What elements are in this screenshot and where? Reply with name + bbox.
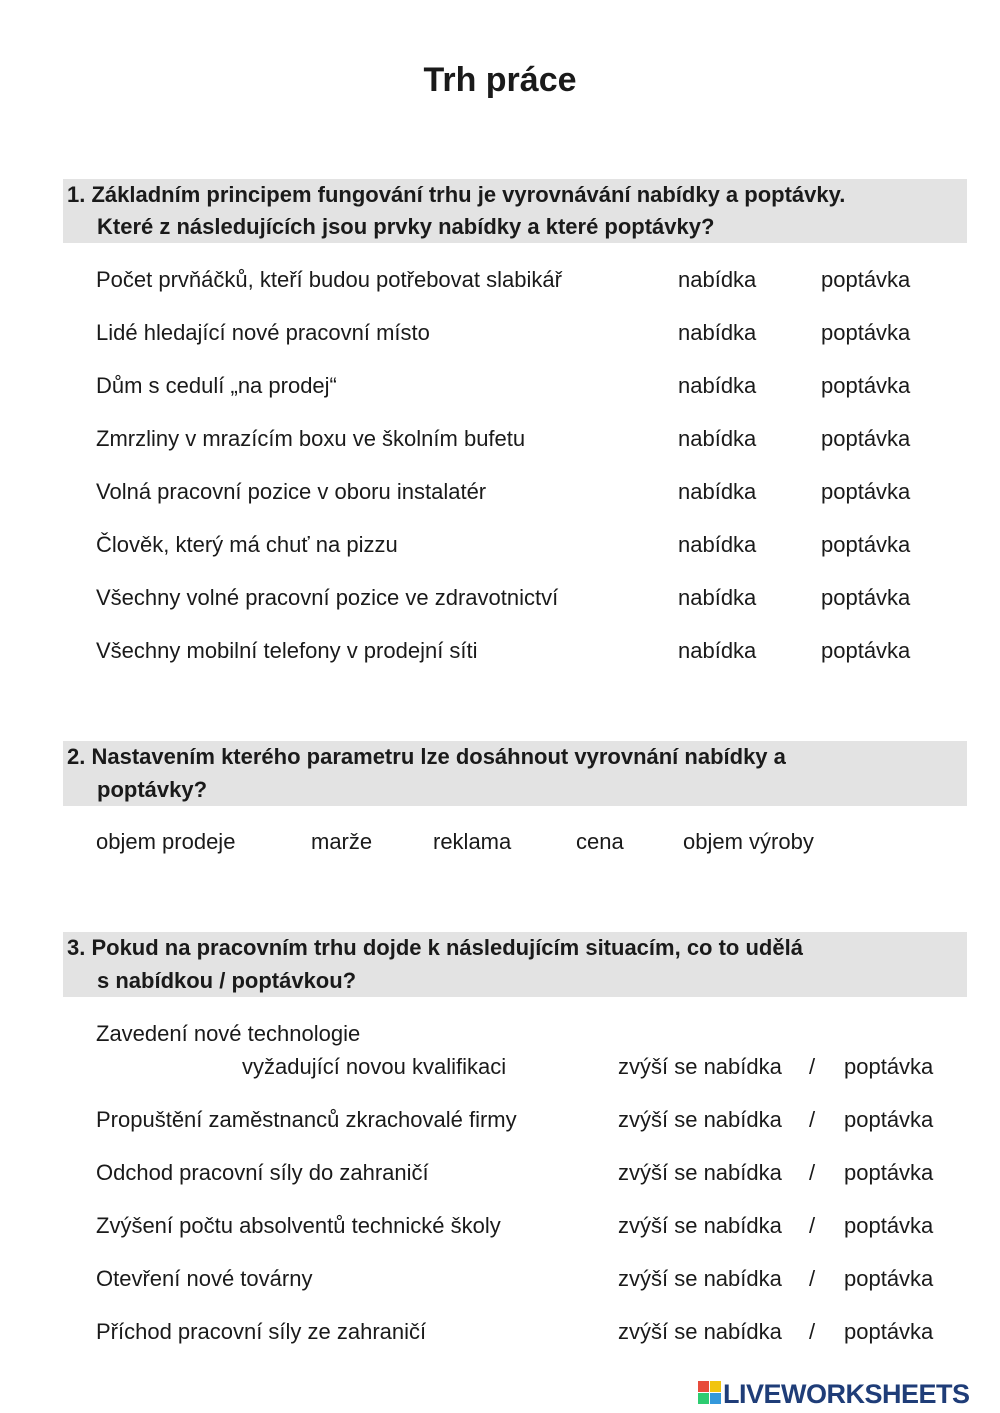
option-nabidka[interactable]: nabídka xyxy=(678,532,757,557)
option-poptavka[interactable]: poptávka xyxy=(821,479,911,504)
q1-item-text: Volná pracovní pozice v oboru instalatér xyxy=(96,479,487,504)
question-3-text-line-2: s nabídkou / poptávkou? xyxy=(97,968,357,993)
option-zvysi-se-nabidka[interactable]: zvýší se nabídka xyxy=(618,1213,782,1238)
option-nabidka[interactable]: nabídka xyxy=(678,426,757,451)
q3-item-text-line-1: Zavedení nové technologie xyxy=(96,1021,361,1046)
q1-item-text: Počet prvňáčků, kteří budou potřebovat slabikář xyxy=(96,267,562,292)
q1-item-text: Všechny mobilní telefony v prodejní síti xyxy=(96,638,478,663)
q3-item-text: Odchod pracovní síly do zahraničí xyxy=(96,1160,429,1185)
option-zvysi-se-nabidka[interactable]: zvýší se nabídka xyxy=(618,1266,782,1291)
liveworksheets-logo-text: LIVEWORKSHEETS xyxy=(723,1379,970,1409)
option-poptavka[interactable]: poptávka xyxy=(844,1160,934,1185)
option-zvysi-se-nabidka[interactable]: zvýší se nabídka xyxy=(618,1319,782,1344)
q1-item-text: Zmrzliny v mrazícím boxu ve školním bufetu xyxy=(96,426,526,451)
question-1-header xyxy=(63,179,967,243)
logo-square xyxy=(698,1381,709,1392)
option-zvysi-se-nabidka[interactable]: zvýší se nabídka xyxy=(618,1160,782,1185)
question-2-text-line-2: poptávky? xyxy=(97,777,208,802)
q1-item-row xyxy=(0,635,1000,667)
option-nabidka[interactable]: nabídka xyxy=(678,585,757,610)
q1-item-row xyxy=(0,423,1000,455)
q3-item-row xyxy=(0,1210,1000,1242)
option-reklama[interactable]: reklama xyxy=(433,829,512,854)
q3-item-text-line-2: vyžadující novou kvalifikaci xyxy=(242,1054,507,1079)
q1-item-row xyxy=(0,529,1000,561)
question-2-text-line-1: 2. Nastavením kterého parametru lze dosáhnout vyrovnání nabídky a xyxy=(67,744,786,769)
q3-item-text: Propuštění zaměstnanců zkrachovalé firmy xyxy=(96,1107,517,1132)
page-title: Trh práce xyxy=(423,61,577,99)
q3-item-row xyxy=(0,1263,1000,1295)
q3-item-row xyxy=(0,1104,1000,1136)
option-objem-prodeje[interactable]: objem prodeje xyxy=(96,829,236,854)
option-nabidka[interactable]: nabídka xyxy=(678,638,757,663)
q1-item-text: Člověk, který má chuť na pizzu xyxy=(96,532,398,557)
option-poptavka[interactable]: poptávka xyxy=(821,585,911,610)
q3-item-row xyxy=(0,1316,1000,1348)
q3-item-text: Zvýšení počtu absolventů technické školy xyxy=(96,1213,501,1238)
answer-separator: / xyxy=(809,1319,816,1344)
option-poptavka[interactable]: poptávka xyxy=(844,1266,934,1291)
answer-separator: / xyxy=(809,1160,816,1185)
question-1-text-line-2: Které z následujících jsou prvky nabídky a které poptávky? xyxy=(97,214,715,239)
answer-separator: / xyxy=(809,1266,816,1291)
logo-square xyxy=(698,1393,709,1404)
option-nabidka[interactable]: nabídka xyxy=(678,267,757,292)
option-poptavka[interactable]: poptávka xyxy=(844,1107,934,1132)
q3-item-row xyxy=(0,1051,1000,1083)
option-poptavka[interactable]: poptávka xyxy=(844,1213,934,1238)
answer-separator: / xyxy=(809,1213,816,1238)
option-zvysi-se-nabidka[interactable]: zvýší se nabídka xyxy=(618,1107,782,1132)
option-objem-vyroby[interactable]: objem výroby xyxy=(683,829,814,854)
option-poptavka[interactable]: poptávka xyxy=(821,426,911,451)
option-poptavka[interactable]: poptávka xyxy=(821,373,911,398)
q1-item-row xyxy=(0,264,1000,296)
q1-item-row xyxy=(0,370,1000,402)
question-2-options xyxy=(0,826,1000,858)
option-marze[interactable]: marže xyxy=(311,829,373,854)
question-3-text-line-1: 3. Pokud na pracovním trhu dojde k následujícím situacím, co to udělá xyxy=(67,935,803,960)
question-2-header xyxy=(63,741,967,806)
q3-item-text: Otevření nové továrny xyxy=(96,1266,313,1291)
q1-item-text: Dům s cedulí „na prodej“ xyxy=(96,373,337,398)
option-poptavka[interactable]: poptávka xyxy=(821,267,911,292)
q1-item-row xyxy=(0,582,1000,614)
q1-item-text: Lidé hledající nové pracovní místo xyxy=(96,320,430,345)
option-nabidka[interactable]: nabídka xyxy=(678,479,757,504)
answer-separator: / xyxy=(809,1054,816,1079)
option-cena[interactable]: cena xyxy=(576,829,624,854)
answer-separator: / xyxy=(809,1107,816,1132)
liveworksheets-logo-icon xyxy=(698,1381,722,1405)
option-poptavka[interactable]: poptávka xyxy=(821,320,911,345)
question-3-header xyxy=(63,932,967,997)
option-poptavka[interactable]: poptávka xyxy=(844,1054,934,1079)
option-poptavka[interactable]: poptávka xyxy=(821,638,911,663)
q1-item-row xyxy=(0,317,1000,349)
option-nabidka[interactable]: nabídka xyxy=(678,373,757,398)
option-poptavka[interactable]: poptávka xyxy=(844,1319,934,1344)
option-poptavka[interactable]: poptávka xyxy=(821,532,911,557)
option-nabidka[interactable]: nabídka xyxy=(678,320,757,345)
q1-item-row xyxy=(0,476,1000,508)
option-zvysi-se-nabidka[interactable]: zvýší se nabídka xyxy=(618,1054,782,1079)
q3-item-text: Příchod pracovní síly ze zahraničí xyxy=(96,1319,427,1344)
logo-square xyxy=(710,1381,721,1392)
q1-item-text: Všechny volné pracovní pozice ve zdravotnictví xyxy=(96,585,559,610)
q3-item-row xyxy=(0,1157,1000,1189)
logo-square xyxy=(710,1393,721,1404)
question-1-text-line-1: 1. Základním principem fungování trhu je vyrovnávání nabídky a poptávky. xyxy=(67,182,846,207)
